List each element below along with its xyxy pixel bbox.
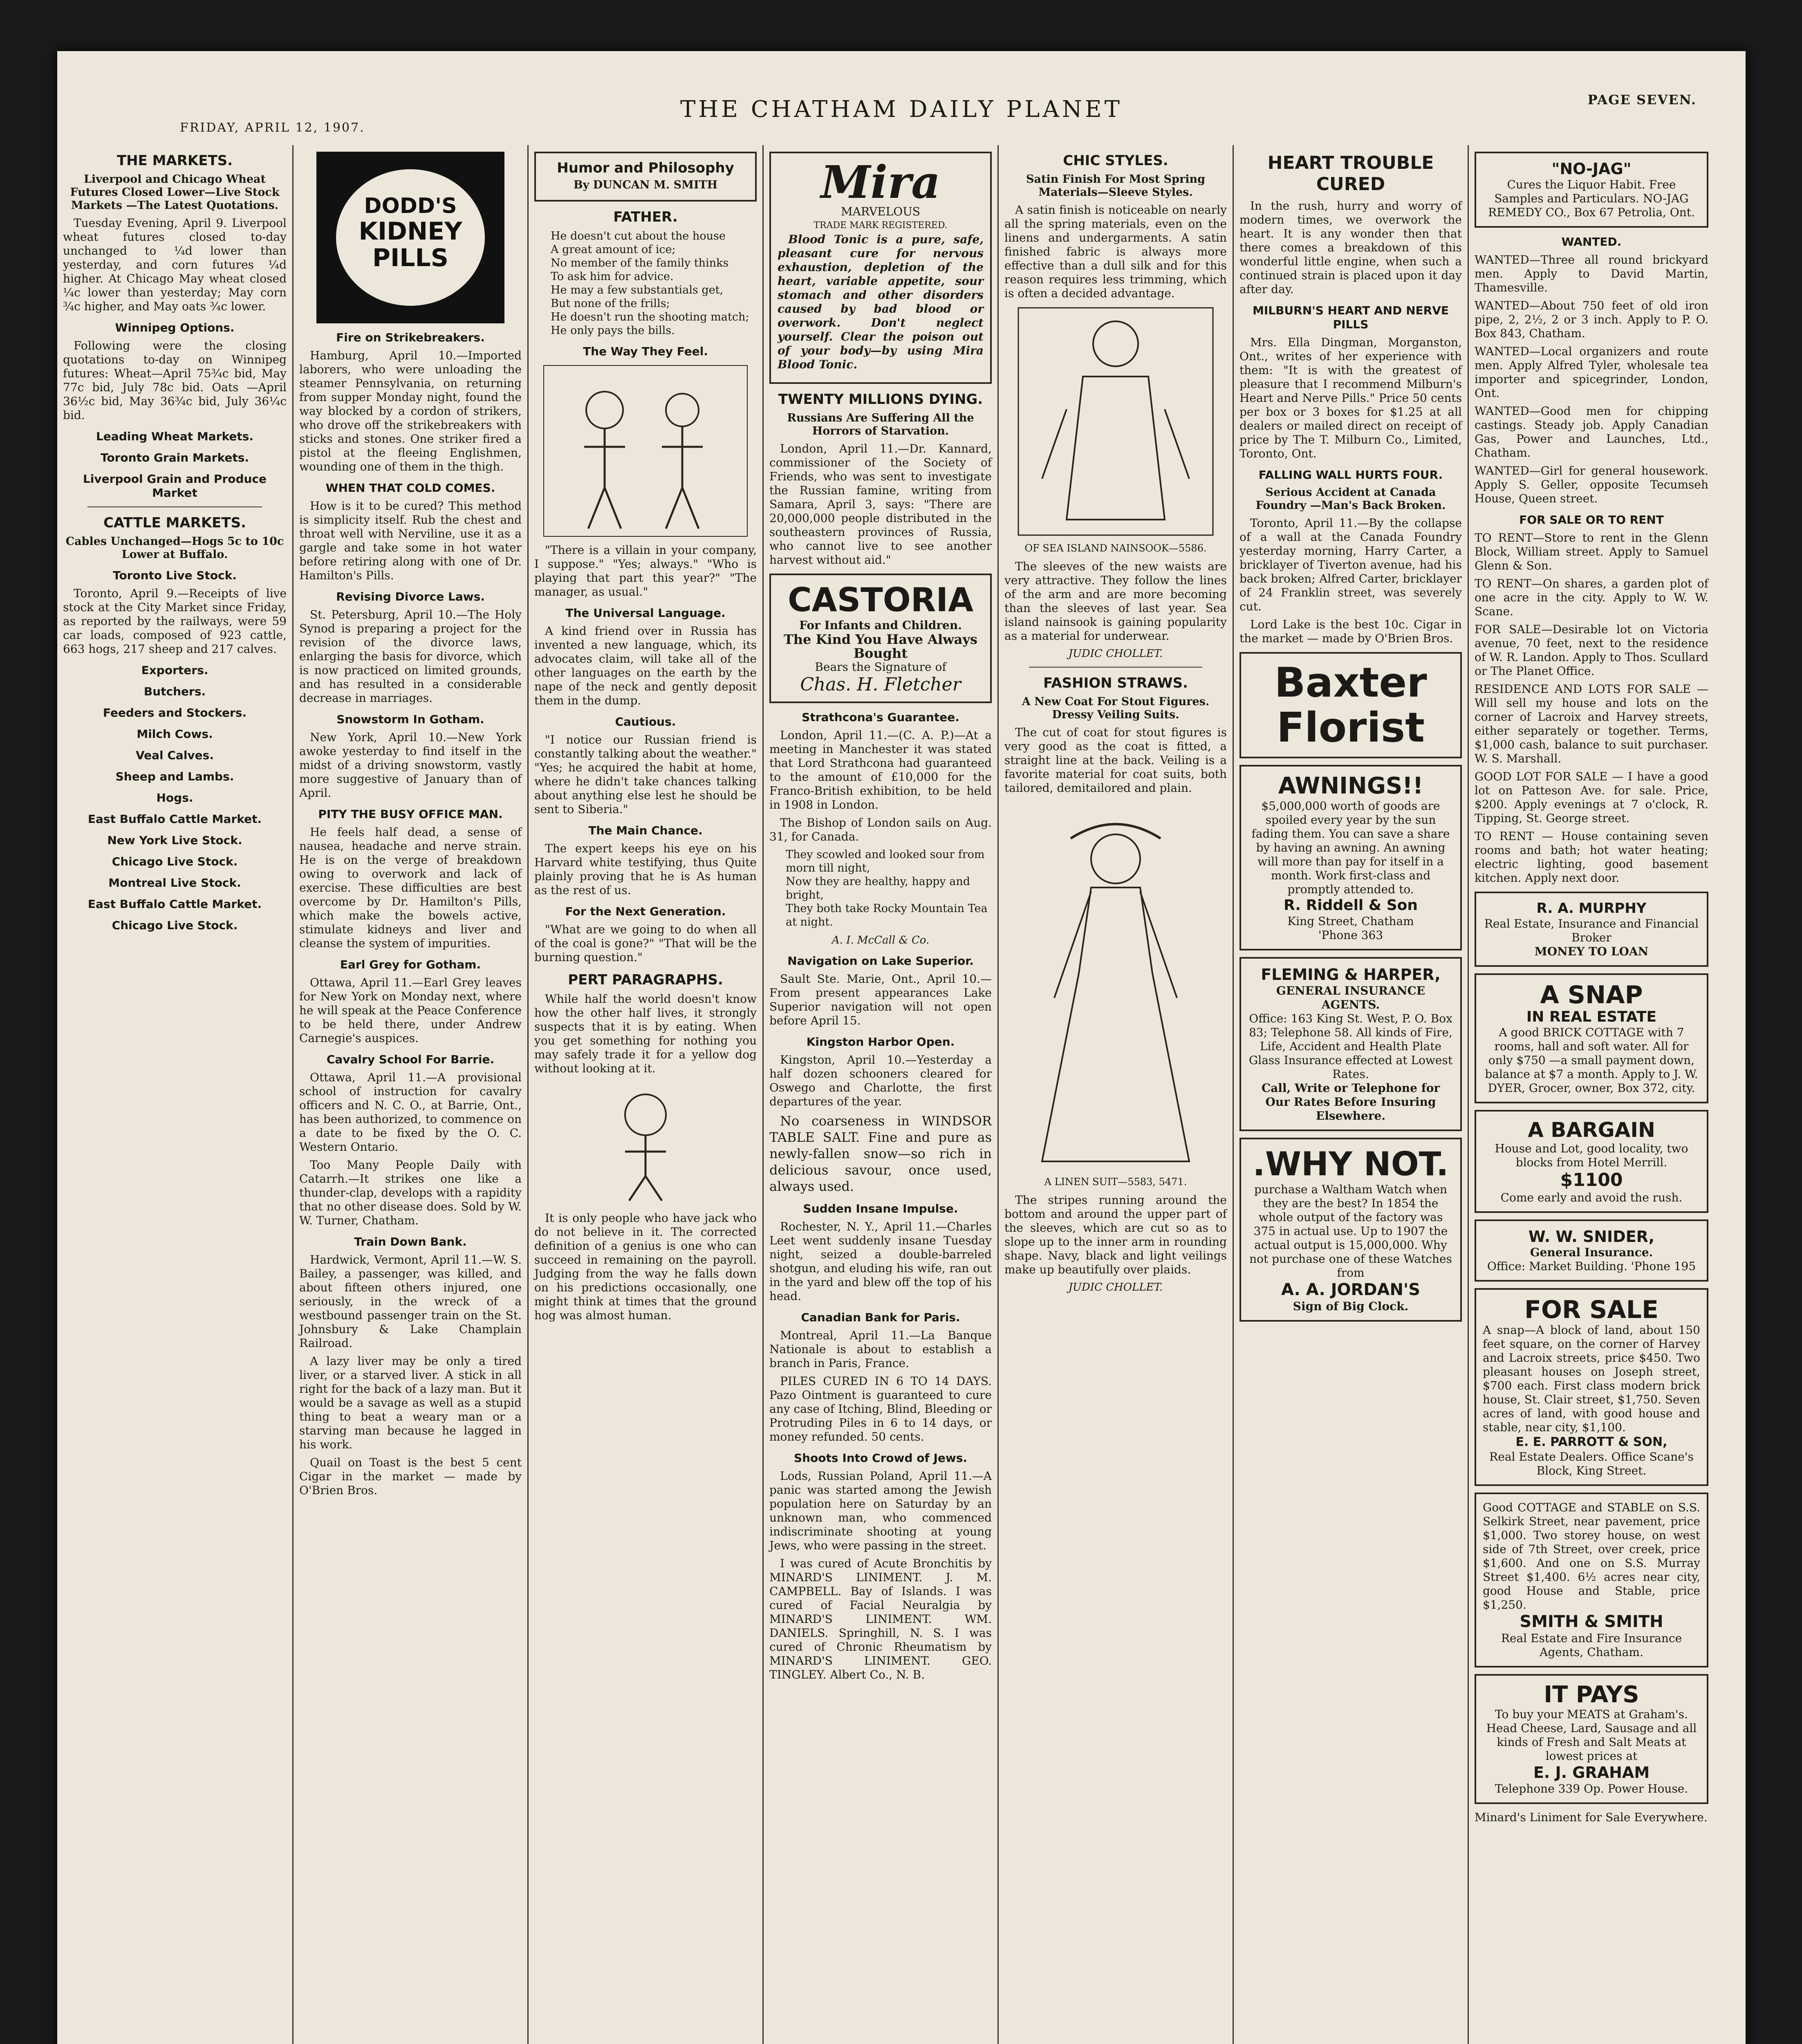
- mira-title: Mira: [820, 156, 941, 208]
- markets-column: [57, 145, 292, 2044]
- train-text: Hardwick, Vermont, April 11.—W. S. Bailey, a passenger, was killed, and about fifteen others injured, one seriously, in the wreck of a westbound passenger train on the St. Johnsbury & Lake Champlain Railroad.: [299, 1253, 522, 1350]
- bank-heading: Canadian Bank for Paris.: [801, 1311, 960, 1324]
- parrott-text: Real Estate Dealers. Office Scane's Block, King Street.: [1489, 1450, 1694, 1477]
- chic-text-2: The sleeves of the new waists are very attractive. They follow the lines of the arm and are more becoming than the sleeves of last year. Sea island nainsook is gaining popularity as a material for underwear.: [1004, 560, 1227, 643]
- murphy-text: Real Estate, Insurance and Financial Broker: [1484, 917, 1699, 944]
- nojag-text: Cures the Liquor Habit. Free Samples and Particulars. NO-JAG REMEDY CO., Box 67 Petrolia, Ont.: [1488, 178, 1695, 219]
- murphy-tagline: MONEY TO LOAN: [1534, 945, 1649, 958]
- masthead: [57, 51, 1746, 135]
- mira-sub: MARVELOUS: [841, 205, 920, 218]
- sale-item: TO RENT—Store to rent in the Glenn Block, William street. Apply to Samuel Glenn & Son.: [1475, 531, 1708, 572]
- castoria-tag: The Kind You Have Always Bought: [783, 632, 978, 661]
- fleming-sub: GENERAL INSURANCE AGENTS.: [1276, 984, 1425, 1011]
- strike-text: Hamburg, April 10.—Imported laborers, who were unloading the steamer Pennsylvania, on returning from supper Monday night, found the way blocked by a cordon of strikers, who drove off the strikebreakers with sticks and stones. One striker fired a pistol at the fleeing Englishmen, wounding one of them in the thigh.: [299, 349, 522, 473]
- toronto-live-text: Toronto, April 9.—Receipts of live stock at the City Market since Friday, as reported by the railways, were 59 car loads, composed of 923 cattle, 663 hogs, 217 sheep and 217 calves.: [63, 587, 287, 656]
- jews-heading: Shoots Into Crowd of Jews.: [793, 1451, 968, 1465]
- smith-title: SMITH & SMITH: [1520, 1612, 1663, 1631]
- cartoon-illustration: [584, 1082, 707, 1205]
- bargain-text: House and Lot, good locality, two blocks from Hotel Merrill.: [1495, 1142, 1688, 1169]
- dodds-line: DODD'S: [364, 194, 457, 218]
- straws-text: The cut of coat for stout figures is very good as the coat is fitted, a straight line at the back. Veiling is a favorite material for coat suits, both tailored, demitailored and plain.: [1004, 726, 1227, 795]
- mira-text: Blood Tonic is a pure, safe, pleasant cure for nervous exhaustion, depletion of the heart, variable appetite, sour stomach and other disorders caused by bad blood or overwork. Don't neglect yourself. Clear the poison out of your body—by using Mira Blood Tonic.: [778, 233, 984, 371]
- riddell-name: R. Riddell & Son: [1283, 897, 1418, 914]
- universal-text: A kind friend over in Russia has invented a new language, which, its advocates claim, will take all of the other languages on the earth by the nape of the neck and gently deposit them in the dump.: [534, 624, 757, 707]
- snap-text: A good BRICK COTTAGE with 7 rooms, hall and soft water. All for only $750 —a small payment down, balance at $7 a month. Apply to J. W. DYER, Grocer, owner, Box 372, city.: [1485, 1026, 1698, 1095]
- florist-title: Florist: [1276, 704, 1425, 751]
- next-gen-heading: For the Next Generation.: [565, 905, 726, 918]
- chic-text: A satin finish is noticeable on nearly all the spring materials, even on the linens and undergarments. A satin finished fabric is always more effective than a dull silk and for this reason requires less trimming, which is often a decided advantage.: [1004, 203, 1227, 300]
- toronto-grain-heading: Toronto Grain Markets.: [100, 451, 249, 464]
- mira-ad: [769, 152, 992, 384]
- liver-text: A lazy liver may be only a tired liver, or a starved liver. A stick in all right for the back of a lazy man. But it would be a savage as well as a stupid thing to beat a weary man or a starving man because he lagged in his work.: [299, 1354, 522, 1451]
- butchers-heading: Butchers.: [143, 685, 206, 698]
- bargain-price: $1100: [1560, 1170, 1623, 1190]
- minard-testimonials: I was cured of Acute Bronchitis by MINARD'S LINIMENT. J. M. CAMPBELL. Bay of Islands. I was cured of Facial Neuralgia by MINARD'S LINIMENT. WM. DANIELS. Springhill, N. S. I was cured of Chronic Rheumatism by MINARD'S LINIMENT. GEO. TINGLEY. Albert Co., N. B.: [769, 1557, 992, 1681]
- news-column-4: [764, 145, 997, 2044]
- humor-header-box: [534, 152, 757, 202]
- dying-subheading: Russians Are Suffering All the Horrors of Starvation.: [787, 412, 974, 437]
- jordan-name: A. A. JORDAN'S: [1281, 1280, 1421, 1299]
- sale-item: RESIDENCE AND LOTS FOR SALE —Will sell my house and lots on the corner of Lacroix and Harvey streets, either separately or together. Terms, $1,000 cash, balance to suit purchaser. W. S. Marshall.: [1475, 682, 1708, 765]
- dodds-line: KIDNEY: [359, 217, 462, 246]
- nojag-ad: [1475, 152, 1708, 228]
- castoria-ad: [769, 574, 992, 703]
- sale-item: GOOD LOT FOR SALE — I have a good lot on Patteson Ave. for sale. Price, $200. Apply evenings at 7 o'clock, R. Tipping, St. George street.: [1475, 770, 1708, 825]
- leading-wheat-heading: Leading Wheat Markets.: [96, 430, 254, 443]
- jews-text: Lods, Russian Poland, April 11.—A panic was started among the Jewish population here on Saturday by an unknown man, who commenced indiscriminate shooting at young Jews, who were passing in the street.: [769, 1469, 992, 1552]
- why-not-title: .WHY NOT.: [1253, 1145, 1449, 1183]
- snider-title: W. W. SNIDER,: [1528, 1228, 1655, 1246]
- graham-sub: Telephone 339 Op. Power House.: [1495, 1782, 1688, 1795]
- cavalry-text: Ottawa, April 11.—A provisional school of instruction for cavalry officers and N. C. O., at Barrie, Ont., has been authorized, to commence on a date to be fixed by the O. C. Western Ontario.: [299, 1071, 522, 1154]
- next-gen-text: "What are we going to do when all of the coal is gone?" "That will be the burning question.": [534, 923, 757, 964]
- milburn-heading: MILBURN'S HEART AND NERVE PILLS: [1252, 304, 1449, 331]
- for-sale-ad: [1475, 1288, 1708, 1486]
- dying-text: London, April 11.—Dr. Kannard, commissioner of the Society of Friends, who was sent to investigate the Russian famine, writing from Samara, April 3, says: "There are 20,000,000 people distributed in the southeastern provinces of Russia, who cannot live to see another harvest without aid.": [769, 442, 992, 567]
- father-heading: FATHER.: [613, 209, 678, 225]
- office-text: He feels half dead, a sense of nausea, headache and nerve strain. He is on the verge of breakdown owing to overwork and lack of exercise. These difficulties are best overcome by Dr. Hamilton's Pills, which make the bowels active, stimulate kidneys and liver and cleanse the system of impurities.: [299, 825, 522, 950]
- wanted-item: WANTED—Three all round brickyard men. Apply to David Martin, Thamesville.: [1475, 253, 1708, 294]
- baxter-florist-ad: [1239, 652, 1462, 758]
- heart-trouble-text: In the rush, hurry and worry of modern times, we overwork the heart. It is any wonder then that there comes a breakdown of this wonderful little engine, when such a continued strain is placed upon it day after day.: [1239, 199, 1462, 296]
- wall-heading: FALLING WALL HURTS FOUR.: [1258, 468, 1443, 482]
- montreal-heading: Montreal Live Stock.: [108, 876, 241, 890]
- pert-text-2: It is only people who have jack who do not believe in it. The corrected definition of a genius is one who can succeed in remaining on the payroll. Judging from the way he falls down on his predictions occasionally, one might think at times that the ground hog was almost human.: [534, 1211, 757, 1322]
- heart-trouble-title: HEART TROUBLE CURED: [1267, 152, 1434, 195]
- fleming-tagline: Call, Write or Telephone for Our Rates Before Insuring Elsewhere.: [1261, 1081, 1440, 1123]
- humor-column: [529, 145, 762, 2044]
- smith-text: Real Estate and Fire Insurance Agents, Chatham.: [1501, 1632, 1682, 1659]
- jordan-sub: Sign of Big Clock.: [1293, 1300, 1409, 1313]
- liverpool-heading: Liverpool Grain and Produce Market: [83, 472, 267, 500]
- issue-date: FRIDAY, APRIL 12, 1907.: [180, 121, 365, 135]
- winnipeg-heading: Winnipeg Options.: [115, 321, 235, 334]
- poem-credit: A. I. McCall & Co.: [832, 934, 930, 946]
- markets-heading: THE MARKETS.: [117, 152, 233, 169]
- insane-text: Rochester, N. Y., April 11.—Charles Leet went suddenly insane Tuesday night, seized a double-barreled shotgun, and eluding his wife, ran out in the yard and blew off the top of his head.: [769, 1220, 992, 1303]
- cattle-heading: CATTLE MARKETS.: [103, 515, 246, 531]
- grey-text: Ottawa, April 11.—Earl Grey leaves for New York on Monday next, where he will speak at the Peace Conference to be held there, under Andrew Carnegie's auspices.: [299, 976, 522, 1045]
- dodds-pills-box-illustration: [316, 152, 504, 323]
- nojag-title: "NO-JAG": [1551, 160, 1632, 178]
- strath-heading: Strathcona's Guarantee.: [802, 710, 959, 724]
- castoria-bears: Bears the Signature of: [815, 660, 946, 674]
- sale-rent-heading: FOR SALE OR TO RENT: [1519, 513, 1664, 527]
- cartoon-illustration: [543, 365, 748, 537]
- minard-sale-note: Minard's Liniment for Sale Everywhere.: [1475, 1811, 1708, 1824]
- linen-suit-illustration: [1018, 802, 1214, 1170]
- murphy-title: R. A. MURPHY: [1536, 900, 1647, 917]
- divorce-text: St. Petersburg, April 10.—The Holy Synod is preparing a project for the revision of the divorce laws, enlarging the basis for divorce, which is now practiced on limited grounds, and has resulted in a considerable decrease in marriages.: [299, 608, 522, 705]
- dying-heading: TWENTY MILLIONS DYING.: [778, 391, 983, 408]
- bargain-tagline: Come early and avoid the rush.: [1500, 1191, 1683, 1204]
- castoria-signature: Chas. H. Fletcher: [800, 674, 961, 695]
- buffalo-heading: East Buffalo Cattle Market.: [87, 812, 262, 826]
- nav-text: Sault Ste. Marie, Ont., April 10.—From present appearances Lake Superior navigation will not open before April 15.: [769, 972, 992, 1027]
- wall-subheading: Serious Accident at Canada Foundry —Man's Back Broken.: [1255, 486, 1446, 512]
- why-not-ad: [1239, 1138, 1462, 1322]
- newyork-heading: New York Live Stock.: [107, 834, 242, 847]
- sheep-heading: Sheep and Lambs.: [115, 770, 234, 783]
- newspaper-title: THE CHATHAM DAILY PLANET: [680, 96, 1123, 123]
- smith-ad: [1475, 1493, 1708, 1667]
- straws-heading: FASHION STRAWS.: [1043, 675, 1188, 691]
- chicago2-heading: Chicago Live Stock.: [112, 919, 238, 932]
- wanted-item: WANTED—Local organizers and route men. Apply Alfred Tyler, wholesale tea importer and spicegrinder, London, Ont.: [1475, 345, 1708, 400]
- strath-text: London, April 11.—(C. A. P.)—At a meeting in Manchester it was stated that Lord Strathcona had guaranteed to the amount of £10,000 for the Franco-British exhibition, to be held in 1908 in London.: [769, 728, 992, 811]
- fleming-harper-ad: [1239, 957, 1462, 1131]
- snider-sub: General Insurance.: [1530, 1246, 1653, 1259]
- murphy-ad: [1475, 892, 1708, 967]
- straws-text-2: The stripes running around the bottom and around the upper part of the sleeves, which are cut so as to slope up to the inner arm in rounding shape. Navy, black and light veilings make up beautifully over plaids.: [1004, 1193, 1227, 1276]
- castoria-title: CASTORIA: [787, 581, 974, 619]
- wanted-item: WANTED—About 750 feet of old iron pipe, 2, 2½, 2 or 3 inch. Apply to P. O. Box 843, Chatham.: [1475, 299, 1708, 340]
- chic-heading: CHIC STYLES.: [1063, 152, 1168, 169]
- quail-ad: Quail on Toast is the best 5 cent Cigar in the market — made by O'Brien Bros.: [299, 1456, 522, 1497]
- office-heading: PITY THE BUSY OFFICE MAN.: [318, 807, 503, 821]
- news-column-2: [294, 145, 527, 2044]
- baxter-title: Baxter: [1274, 659, 1427, 706]
- winnipeg-text: Following were the closing quotations to-day on Winnipeg futures: Wheat—April 75¾c bid, May 77c bid, July 78c bid. Oats —April 36½c bid, May 36¾c bid, July 36¼c bid.: [63, 339, 287, 422]
- sale-item: TO RENT — House containing seven rooms and bath; hot water heating; electric lighting, good basement kitchen. Apply next door.: [1475, 829, 1708, 885]
- divider: [1029, 667, 1202, 668]
- snow-text: New York, April 10.—New York awoke yesterday to find itself in the midst of a driving snowstorm, vastly more suggestive of January than of April.: [299, 731, 522, 800]
- awnings-title: AWNINGS!!: [1278, 773, 1423, 799]
- for-sale-text: A snap—A block of land, about 150 feet square, on the corner of Harvey and Lacroix streets, price $450. Two pleasant houses on Joseph street, $700 each. First class modern brick house, St. Clair street, $1,750. Seven acres of land, with good house and stable, near city, $1,100.: [1483, 1323, 1700, 1434]
- bargain-title: A BARGAIN: [1528, 1118, 1655, 1142]
- snider-text: Office: Market Building. 'Phone 195: [1487, 1260, 1696, 1273]
- chicago-heading: Chicago Live Stock.: [112, 855, 238, 868]
- cautious-text: "I notice our Russian friend is constantly talking about the weather." "Yes; he acquired the habit at home, where he didn't take chances talking about anything else lest he should be sent to Siberia.": [534, 733, 757, 816]
- snap-ad: [1475, 973, 1708, 1103]
- snider-ad: [1475, 1219, 1708, 1282]
- cavalry-heading: Cavalry School For Barrie.: [326, 1053, 495, 1066]
- nainsook-garment-illustration: [1018, 307, 1214, 536]
- humor-byline: By DUNCAN M. SMITH: [573, 179, 718, 191]
- newspaper-page: [57, 51, 1746, 2044]
- why-not-text: purchase a Waltham Watch when they are the best? In 1854 the whole output of the factory was 375 in actual use. Up to 1907 the actual output is 15,000,000. Why not purchase one of these Watches from: [1249, 1183, 1452, 1280]
- feel-heading: The Way They Feel.: [583, 345, 708, 358]
- awnings-text: $5,000,000 worth of goods are spoiled every year by the sun fading them. You can save a share by having an awning. An awning will more than pay for itself in a month. Work first-class and promptly attended to.: [1251, 799, 1450, 896]
- sale-item: FOR SALE—Desirable lot on Victoria avenue, 70 feet, next to the residence of W. R. Landon. Apply to Thos. Scullard or The Planet Office.: [1475, 623, 1708, 678]
- wanted-item: WANTED—Good men for chipping castings. Steady job. Apply Canadian Gas, Power and Launches, Ltd., Chatham.: [1475, 404, 1708, 459]
- it-pays-text: To buy your MEATS at Graham's. Head Cheese, Lard, Sausage and all kinds of Fresh and Salt Meats at lowest prices at: [1486, 1708, 1697, 1763]
- catarrh-text: Too Many People Daily with Catarrh.—It strikes one like a thunder-clap, develops with a rapidity that no other disease does. Sold by W. W. Turner, Chatham.: [299, 1158, 522, 1227]
- parrott-title: E. E. PARROTT & SON,: [1515, 1435, 1668, 1449]
- graham-title: E. J. GRAHAM: [1533, 1764, 1650, 1782]
- main-chance-text: The expert keeps his eye on his Harvard white testifying, thus Quite plainly proving that he is As human as the rest of us.: [534, 842, 757, 897]
- wanted-heading: WANTED.: [1561, 235, 1622, 249]
- bargain-ad: [1475, 1110, 1708, 1213]
- hogs-heading: Hogs.: [156, 791, 193, 805]
- fashion-column: [999, 145, 1233, 2044]
- cold-text: How is it to be cured? This method is simplicity itself. Rub the chest and throat well with Nerviline, use it as a gargle and take some in hot water before retiring along with one of Dr. Hamilton's Pills.: [299, 499, 522, 582]
- snap-sub: IN REAL ESTATE: [1526, 1009, 1657, 1025]
- byline: JUDIC CHOLLET.: [1068, 1281, 1163, 1293]
- wall-text: Toronto, April 11.—By the collapse of a wall at the Canada Foundry yesterday morning, Harry Carter, a bricklayer of Tiverton avenue, had his back broken; Alfred Carter, bricklayer of 24 Franklin street, was severely cut.: [1239, 516, 1462, 613]
- caption: OF SEA ISLAND NAINSOOK—5586.: [1024, 542, 1207, 554]
- chic-subheading: Satin Finish For Most Spring Materials—Sleeve Styles.: [1026, 173, 1205, 199]
- mira-reg: TRADE MARK REGISTERED.: [814, 220, 948, 231]
- salt-ad: No coarseness in WINDSOR TABLE SALT. Fine and pure as newly-fallen snow—so rich in delicious savour, once used, always used.: [769, 1113, 992, 1194]
- castoria-sub: For Infants and Children.: [799, 619, 962, 632]
- milch-heading: Milch Cows.: [137, 727, 213, 741]
- it-pays-ad: [1475, 1674, 1708, 1804]
- cold-heading: WHEN THAT COLD COMES.: [325, 481, 495, 495]
- sale-item: TO RENT—On shares, a garden plot of one acre in the city. Apply to W. W. Scane.: [1475, 577, 1708, 618]
- straws-subheading: A New Coat For Stout Figures. Dressy Veiling Suits.: [1022, 695, 1210, 721]
- veal-heading: Veal Calves.: [136, 749, 214, 762]
- universal-heading: The Universal Language.: [565, 606, 726, 620]
- markets-subheading: Liverpool and Chicago Wheat Futures Closed Lower—Live Stock Markets —The Latest Quotations.: [70, 173, 280, 212]
- bishop-text: The Bishop of London sails on Aug. 31, for Canada.: [769, 816, 992, 843]
- pert-text: While half the world doesn't know how the other half lives, it strongly suspects that it is by eating. When you get something for nothing you may safely trade it for a yellow dog without looking at it.: [534, 992, 757, 1075]
- riddell-address: King Street, Chatham: [1287, 914, 1414, 928]
- snow-heading: Snowstorm In Gotham.: [336, 713, 484, 726]
- awnings-ad: [1239, 765, 1462, 950]
- wanted-item: WANTED—Girl for general housework. Apply S. Geller, opposite Tecumseh House, Queen street.: [1475, 464, 1708, 505]
- toronto-live-heading: Toronto Live Stock.: [112, 569, 237, 582]
- train-heading: Train Down Bank.: [354, 1235, 467, 1248]
- snap-title: A SNAP: [1540, 981, 1643, 1009]
- cautious-heading: Cautious.: [615, 715, 676, 728]
- feel-text: "There is a villain in your company, I suppose." "Yes; always." "Who is playing that part this year?" "The manager, as usual.": [534, 543, 757, 598]
- piles-ad: PILES CURED IN 6 TO 14 DAYS. Pazo Ointment is guaranteed to cure any case of Itching, Blind, Bleeding or Protruding Piles in 6 to 14 days, or money refunded. 50 cents.: [769, 1374, 992, 1443]
- cattle-subheading: Cables Unchanged—Hogs 5c to 10c Lower at Buffalo.: [65, 535, 284, 561]
- page-number: PAGE SEVEN.: [1587, 92, 1697, 108]
- milburn-text: Mrs. Ella Dingman, Morganston, Ont., writes of her experience with them: "It is with the greatest of pleasure that I recommend Milburn's Heart and Nerve Pills." Price 50 cents per box or 3 boxes for $1.25 at all dealers or mailed direct on receipt of price by The T. Milburn Co., Limited, Toronto, Ont.: [1239, 336, 1462, 460]
- humor-heading: Humor and Philosophy: [557, 160, 734, 176]
- insane-heading: Sudden Insane Impulse.: [803, 1202, 958, 1215]
- nav-heading: Navigation on Lake Superior.: [787, 954, 974, 968]
- exporters-heading: Exporters.: [141, 663, 208, 677]
- grey-heading: Earl Grey for Gotham.: [340, 958, 481, 971]
- divorce-heading: Revising Divorce Laws.: [336, 590, 485, 603]
- kingston-text: Kingston, April 10.—Yesterday a half dozen schooners cleared for Oswego and Charlotte, the first departures of the year.: [769, 1053, 992, 1108]
- lord-lake-ad: Lord Lake is the best 10c. Cigar in the market — made by O'Brien Bros.: [1239, 618, 1462, 645]
- riddell-phone: 'Phone 363: [1318, 928, 1383, 942]
- byline: JUDIC CHOLLET.: [1068, 648, 1163, 660]
- father-poem: He doesn't cut about the house A great amount of ice; No member of the family thinks To ask him for advice. He may a few substantials get, But none of the frills; He doesn't run the shooting match; He only pays the bills.: [551, 230, 749, 337]
- for-sale-title: FOR SALE: [1524, 1295, 1659, 1324]
- feeders-heading: Feeders and Stockers.: [103, 706, 247, 719]
- it-pays-title: IT PAYS: [1544, 1681, 1639, 1708]
- ads-column-6: [1234, 145, 1468, 2044]
- pert-heading: PERT PARAGRAPHS.: [568, 972, 723, 988]
- kingston-heading: Kingston Harbor Open.: [806, 1035, 955, 1049]
- classifieds-column: [1469, 145, 1714, 2044]
- strike-heading: Fire on Strikebreakers.: [336, 331, 485, 344]
- fleming-text: Office: 163 King St. West, P. O. Box 83; Telephone 58. All kinds of Fire, Life, Accident and Health Plate Glass Insurance effected at Lowest Rates.: [1248, 1012, 1453, 1081]
- main-chance-heading: The Main Chance.: [588, 824, 703, 837]
- rocky-mountain-poem: They scowled and looked sour from morn till night, Now they are healthy, happy and bright, They both take Rocky Mountain Tea at night.: [786, 848, 988, 928]
- cottage-text: Good COTTAGE and STABLE on S.S. Selkirk Street, near pavement, price $1,000. Two storey house, on west side of 7th Street, over creek, price $1,600. And one on S.S. Murray Street $1,400. 6½ acres near city, good House and Stable, price $1,250.: [1483, 1501, 1700, 1611]
- caption: A LINEN SUIT—5583, 5471.: [1044, 1176, 1187, 1188]
- markets-text: Tuesday Evening, April 9. Liverpool wheat futures closed to-day unchanged to ¼d lower than yesterday, and corn futures ¼d higher. At Chicago May wheat closed ¼c lower than yesterday; May corn ¾c higher, and May oats ¾c lower.: [63, 216, 287, 313]
- fleming-title: FLEMING & HARPER,: [1261, 966, 1441, 984]
- dodds-line: PILLS: [372, 244, 448, 272]
- bank-text: Montreal, April 11.—La Banque Nationale is about to establish a branch in Paris, France.: [769, 1329, 992, 1370]
- buffalo2-heading: East Buffalo Cattle Market.: [87, 897, 262, 911]
